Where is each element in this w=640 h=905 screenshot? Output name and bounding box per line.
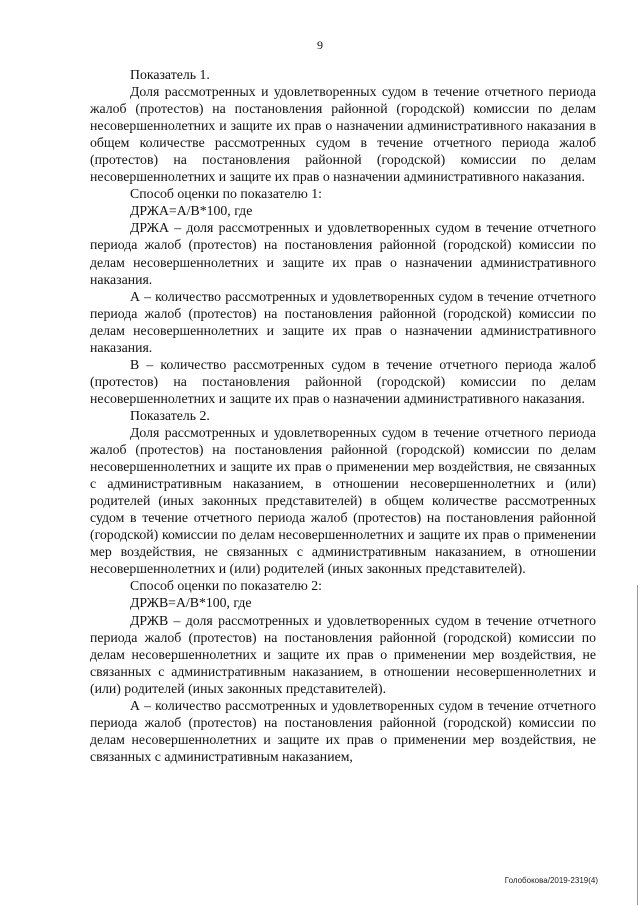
indicator-1-heading: Показатель 1. bbox=[130, 67, 210, 82]
indicator-2-definition: Доля рассмотренных и удовлетворенных судом в течение отчетного периода жалоб (протестов) на постановления районной (городской) комиссии по делам несовершеннолетних и защите их прав о применении мер воздействия, не связанных с административным наказанием, в отношении несовершеннолетних и (или) родителей (иных законных представителей) в общем количестве рассмотренных судом в течение отчетного периода жалоб (протестов) на постановления районной (городской) комиссии по делам несовершеннолетних и защите их прав о применении мер воздействия, не связанных с административным наказанием, в отношении несовершеннолетних и (или) родителей (иных законных представителей). bbox=[90, 424, 596, 577]
indicator-2-heading: Показатель 2. bbox=[130, 407, 210, 423]
document-registration-stamp: Голобокова/2019-2319(4) bbox=[504, 876, 598, 885]
indicator-1-variable-b: В – количество рассмотренных судом в течение отчетного периода жалоб (протестов) на постановления районной (городской) комиссии по делам несовершеннолетних и защите их прав о назначении административного наказания. bbox=[90, 356, 596, 406]
indicator-2-formula: ДРЖВ=А/В*100, где bbox=[130, 595, 252, 611]
indicator-1-variable-a: А – количество рассмотренных и удовлетворенных судом в течение отчетного периода жалоб (протестов) на постановления районной (городской) комиссии по делам несовершеннолетних и защите их прав о назначении административного наказания. bbox=[90, 288, 596, 355]
indicator-2-variable-drzhv: ДРЖВ – доля рассмотренных и удовлетворенных судом в течение отчетного периода жалоб (протестов) на постановления районной (городской) комиссии по делам несовершеннолетних и защите их прав о применении мер воздействия, не связанных с административным наказанием, в отношении несовершеннолетних и (или) родителей (иных законных представителей). bbox=[90, 612, 596, 696]
indicator-1-variable-drzha: ДРЖА – доля рассмотренных и удовлетворенных судом в течение отчетного периода жалоб (протестов) на постановления районной (городской) комиссии по делам несовершеннолетних и защите их прав о назначении административного наказания. bbox=[90, 220, 596, 287]
document-body bbox=[90, 66, 596, 765]
page-number: 9 bbox=[317, 38, 323, 52]
indicator-1-formula: ДРЖА=А/В*100, где bbox=[130, 203, 253, 219]
scan-edge-line bbox=[637, 585, 638, 905]
indicator-1-method-heading: Способ оценки по показателю 1: bbox=[130, 186, 323, 202]
indicator-2-method-heading: Способ оценки по показателю 2: bbox=[130, 578, 323, 594]
indicator-2-variable-a: А – количество рассмотренных и удовлетворенных судом в течение отчетного периода жалоб (протестов) на постановления районной (городской) комиссии по делам несовершеннолетних и защите их прав о применении мер воздействия, не связанных с административным наказанием, bbox=[90, 697, 596, 764]
indicator-1-definition: Доля рассмотренных и удовлетворенных судом в течение отчетного периода жалоб (протестов) на постановления районной (городской) комиссии по делам несовершеннолетних и защите их прав о назначении административного наказания в общем количестве рассмотренных судом в течение отчетного периода жалоб (протестов) на постановления районной (городской) комиссии по делам несовершеннолетних и защите их прав о назначении административного наказания. bbox=[90, 84, 596, 185]
